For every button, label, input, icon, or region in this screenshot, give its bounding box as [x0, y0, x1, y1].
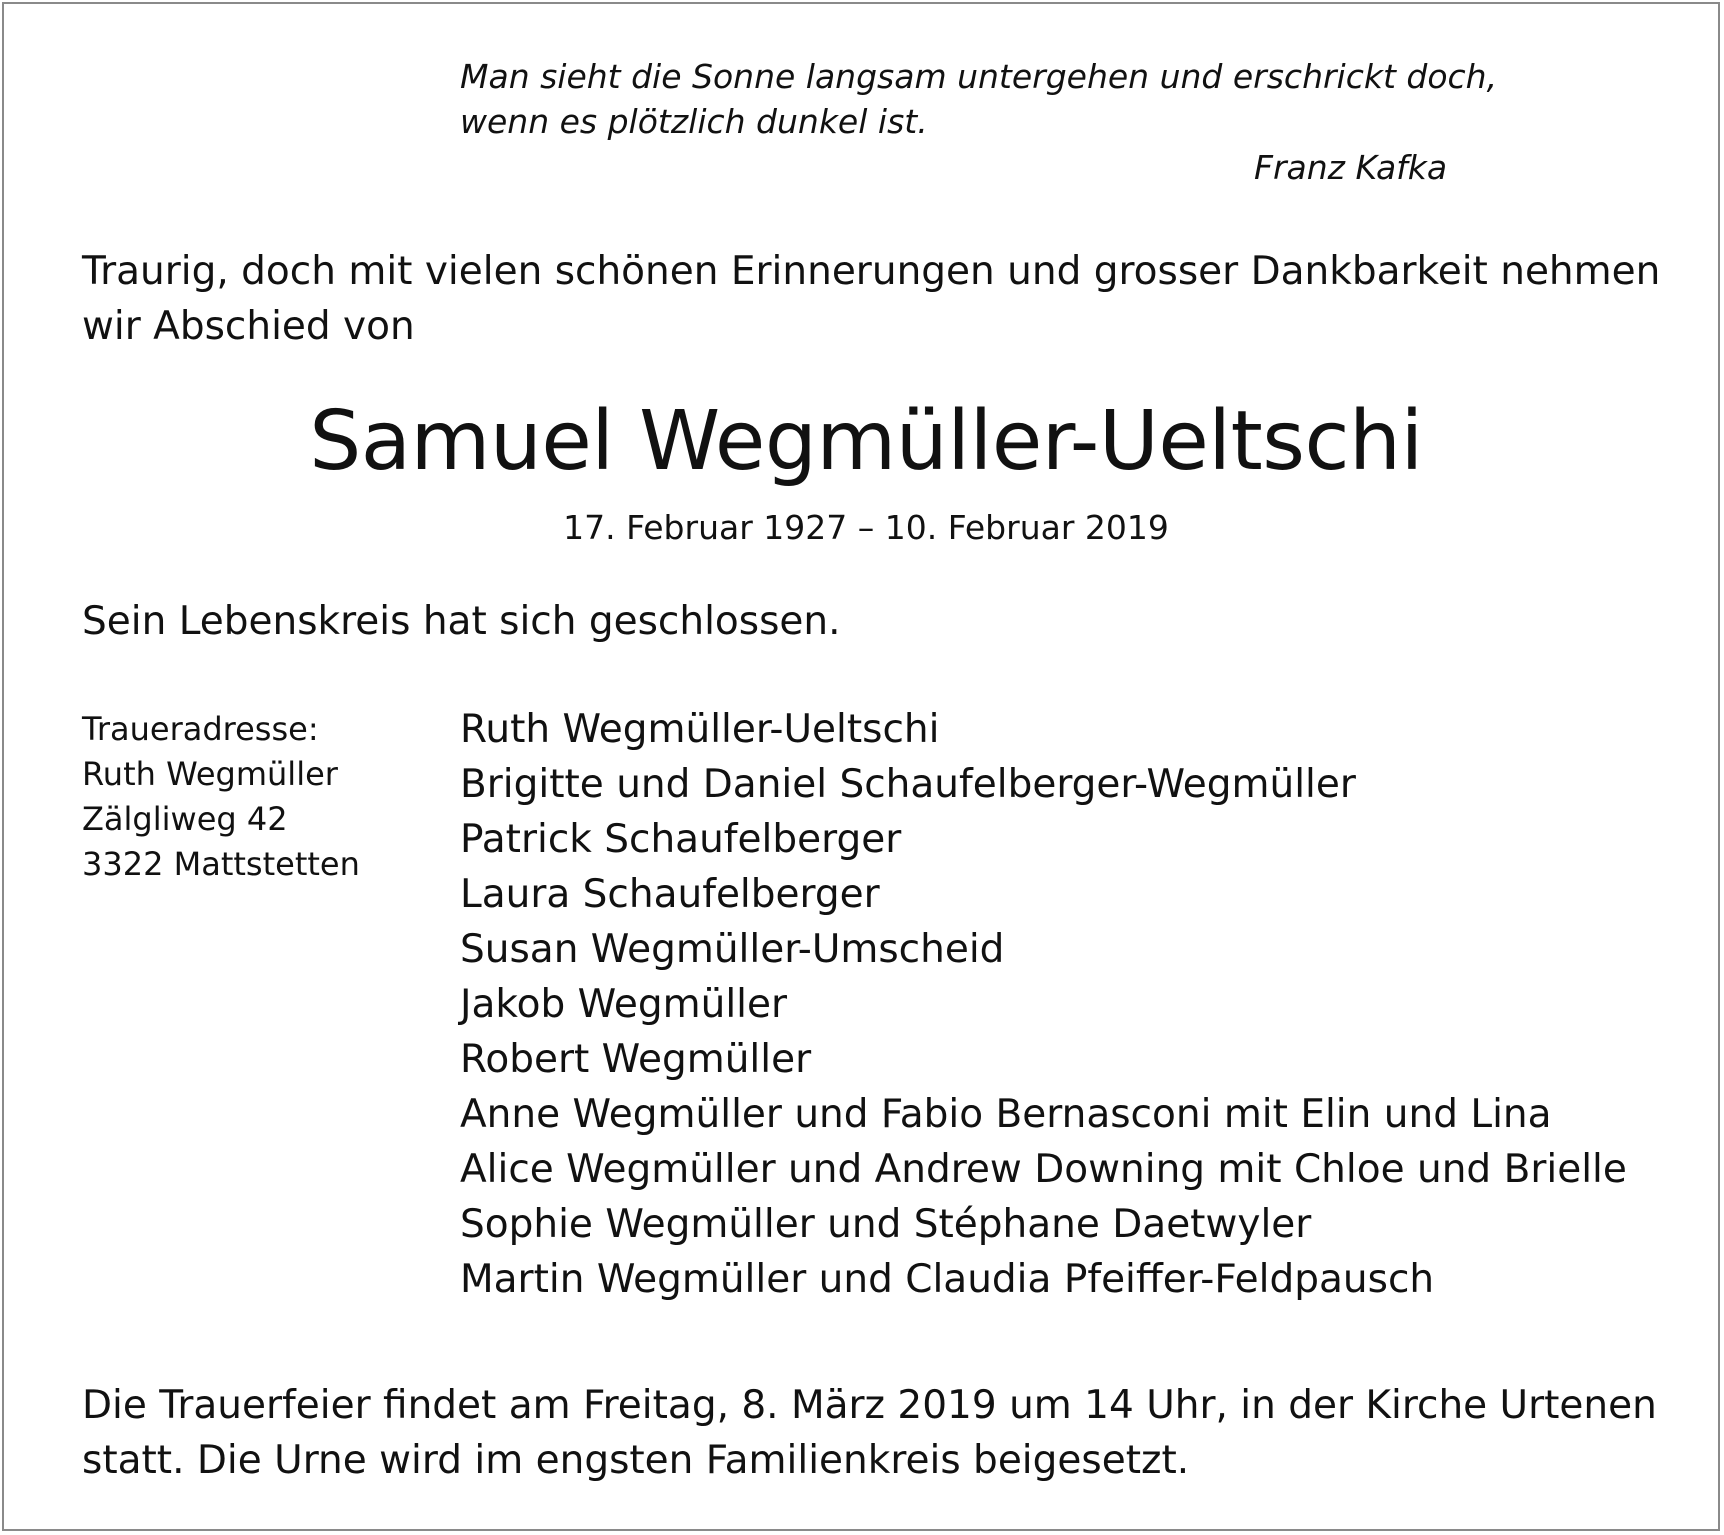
mourning-address — [82, 707, 360, 887]
mourner-item: Susan Wegmüller-Umscheid — [460, 927, 1005, 972]
mourner-item: Anne Wegmüller und Fabio Bernasconi mit Elin und Lina — [460, 1092, 1552, 1137]
mourner-item: Ruth Wegmüller-Ueltschi — [460, 707, 940, 752]
mourner-item: Jakob Wegmüller — [460, 982, 788, 1027]
mourner-item: Martin Wegmüller und Claudia Pfeiffer-Feldpausch — [460, 1257, 1435, 1302]
address-label: Traueradresse: — [82, 710, 319, 748]
intro-line: wir Abschied von — [82, 304, 415, 349]
deceased-name: Samuel Wegmüller-Ueltschi — [309, 394, 1423, 489]
statement-text: Sein Lebenskreis hat sich geschlossen. — [82, 599, 841, 644]
quote-author: Franz Kafka — [1254, 148, 1448, 187]
service-info — [82, 1378, 1702, 1488]
quote-line: Man sieht die Sonne langsam untergehen und erschrickt doch, — [460, 57, 1498, 96]
address-line: Zälgliweg 42 — [82, 800, 288, 838]
mourners-list — [460, 702, 1627, 1307]
mourner-item: Sophie Wegmüller und Stéphane Daetwyler — [460, 1202, 1312, 1247]
life-dates: 17. Februar 1927 – 10. Februar 2019 — [563, 508, 1169, 547]
intro-line: Traurig, doch mit vielen schönen Erinnerungen und grosser Dankbarkeit nehmen — [82, 249, 1661, 294]
mourner-item: Brigitte und Daniel Schaufelberger-Wegmüller — [460, 762, 1356, 807]
mourner-item: Patrick Schaufelberger — [460, 817, 902, 862]
mourner-item: Robert Wegmüller — [460, 1037, 812, 1082]
quote-line: wenn es plötzlich dunkel ist. — [460, 102, 928, 141]
mourner-item: Laura Schaufelberger — [460, 872, 880, 917]
epigraph-quote — [460, 54, 1560, 144]
mourner-item: Alice Wegmüller und Andrew Downing mit Chloe und Brielle — [460, 1147, 1627, 1192]
notice-frame — [2, 2, 1720, 1531]
service-line: Die Trauerfeier findet am Freitag, 8. März 2019 um 14 Uhr, in der Kirche Urtenen — [82, 1383, 1657, 1428]
address-line: 3322 Mattstetten — [82, 845, 360, 883]
intro-text — [82, 244, 1692, 354]
service-line: statt. Die Urne wird im engsten Familienkreis beigesetzt. — [82, 1438, 1190, 1483]
address-line: Ruth Wegmüller — [82, 755, 338, 793]
